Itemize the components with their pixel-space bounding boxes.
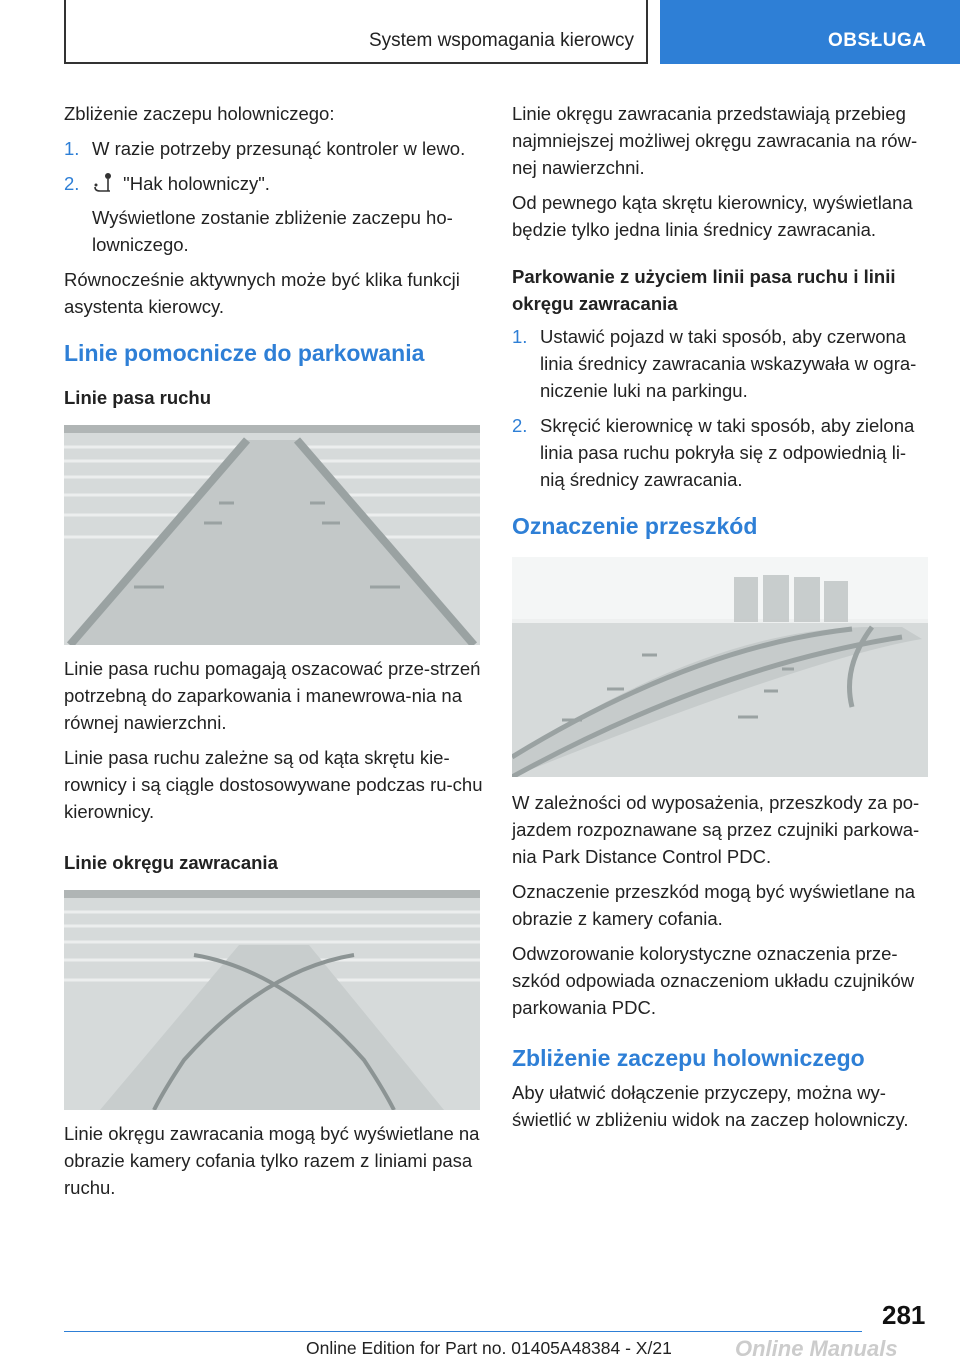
heading-hitch-zoom: Zbliżenie zaczepu holowniczego	[512, 1045, 865, 1071]
obstacle-paragraph-2: Oznaczenie przeszkód mogą być wyświetlane na obrazie z kamery cofania.	[512, 881, 916, 929]
step-number: 2.	[64, 173, 80, 194]
step-text: Ustawić pojazd w taki sposób, aby czerwona linia średnicy zawracania wskazywała w ogra-niczenie luki na parkingu.	[540, 326, 917, 401]
heading-parking-with-lines: Parkowanie z użyciem linii pasa ruchu i linii okręgu zawracania	[512, 266, 896, 314]
right-column	[512, 100, 928, 1141]
tab-label: OBSŁUGA	[828, 30, 927, 51]
step-1	[64, 135, 484, 162]
page-number: 281	[882, 1300, 926, 1330]
intro-text: Zbliżenie zaczepu holowniczego:	[64, 103, 335, 124]
parking-step-1	[512, 323, 928, 404]
step-2	[64, 170, 484, 200]
section-title: System wspomagania kierowcy	[368, 30, 634, 51]
lanes-paragraph-2: Linie pasa ruchu zależne są od kąta skrętu kie-rownicy i są ciągle dostosowywane podczas ru-chu kierownicy.	[64, 746, 483, 822]
step-text: "Hak holowniczy".	[123, 173, 270, 194]
heading-obstacles: Oznaczenie przeszkód	[512, 513, 758, 539]
heading-parking-lines: Linie pomocnicze do parkowania	[64, 339, 425, 366]
turning-paragraph-3: Od pewnego kąta skrętu kierownicy, wyświetlana będzie tylko jedna linia średnicy zawracania.	[512, 192, 913, 240]
turning-paragraph-2: Linie okręgu zawracania przedstawiają przebieg najmniejszej możliwej okręgu zawracania na rów-nej nawierzchni.	[512, 103, 918, 178]
paragraph: Równocześnie aktywnych może być klika funkcji asystenta kierowcy.	[64, 268, 460, 317]
lane-lines-figure	[64, 425, 480, 645]
obstacle-marking-figure	[512, 557, 928, 777]
obstacle-paragraph-3: Odwzorowanie kolorystyczne oznaczenia prze-szkód odpowiada oznaczeniom układu czujników parkowania PDC.	[512, 943, 915, 1018]
obstacle-paragraph-1: W zależności od wyposażenia, przeszkody za po-jazdem rozpoznawane są przez czujniki parkowa-nia Park Distance Control PDC.	[512, 792, 920, 867]
step-text: W razie potrzeby przesunąć kontroler w lewo.	[92, 138, 466, 159]
watermark-text: Online Manuals	[735, 1336, 898, 1361]
step-text: Skręcić kierownicę w taki sposób, aby zielona linia pasa ruchu pokryła się z odpowiednią li-nią średnicy zawracania.	[540, 415, 915, 490]
parking-step-2	[512, 412, 928, 493]
turning-lines-figure	[64, 890, 480, 1110]
hitch-paragraph: Aby ułatwić dołączenie przyczepy, można wy-świetlić w zbliżeniu widok na zaczep holowniczy.	[512, 1082, 909, 1130]
tow-hitch-icon	[92, 171, 118, 200]
step2-note: Wyświetlone zostanie zbliżenie zaczepu ho-lowniczego.	[92, 206, 453, 255]
heading-turning-lines: Linie okręgu zawracania	[64, 851, 278, 873]
heading-lane-lines: Linie pasa ruchu	[64, 386, 212, 408]
footer-edition: Online Edition for Part no. 01405A48384 - X/21	[306, 1338, 672, 1358]
header-section-box	[64, 0, 648, 64]
left-column	[64, 100, 484, 1209]
turning-paragraph-1: Linie okręgu zawracania mogą być wyświetlane na obrazie kamery cofania tylko razem z liniami pasa ruchu.	[64, 1122, 480, 1198]
header-tab-obsluga[interactable]	[660, 0, 960, 64]
step-number: 1.	[64, 138, 80, 159]
step-number: 1.	[512, 326, 528, 347]
lanes-paragraph-1: Linie pasa ruchu pomagają oszacować prze-strzeń potrzebną do zaparkowania i manewrowa-nia na równej nawierzchni.	[64, 657, 481, 733]
footer-divider	[64, 1331, 862, 1332]
step-number: 2.	[512, 415, 528, 436]
